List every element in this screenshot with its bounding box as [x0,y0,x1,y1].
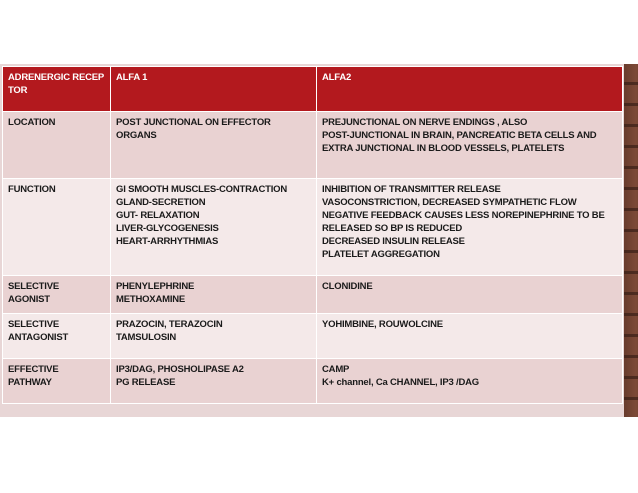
cell-alfa1: GI SMOOTH MUSCLES-CONTRACTION GLAND-SECRETION GUT- RELAXATION LIVER-GLYCOGENESIS HEART-ARRHYTHMIAS [111,179,317,276]
cell-alfa2: INHIBITION OF TRANSMITTER RELEASE VASOCONSTRICTION, DECREASED SYMPATHETIC FLOW NEGATIVE FEEDBACK CAUSES LESS NOREPINEPHRINE TO BE RELEASED SO BP IS REDUCED DECREASED INSULIN RELEASE PLATELET AGGREGATION [317,179,623,276]
row-label: SELECTIVE AGONIST [3,276,111,314]
cell-alfa1: IP3/DAG, PHOSHOLIPASE A2 PG RELEASE [111,359,317,404]
header-alfa2: ALFA2 [317,67,623,112]
row-selective-agonist [3,276,623,314]
row-effective-pathway [3,359,623,404]
adrenergic-receptor-table [2,66,623,404]
row-label: FUNCTION [3,179,111,276]
cell-alfa1: PHENYLEPHRINE METHOXAMINE [111,276,317,314]
header-receptor: ADRENERGIC RECEP TOR [3,67,111,112]
row-selective-antagonist [3,314,623,359]
header-alfa1: ALFA 1 [111,67,317,112]
cell-alfa2: CAMP K+ channel, Ca CHANNEL, IP3 /DAG [317,359,623,404]
row-label: LOCATION [3,112,111,179]
slide [0,64,638,417]
cell-alfa2: PREJUNCTIONAL ON NERVE ENDINGS , ALSO POST-JUNCTIONAL IN BRAIN, PANCREATIC BETA CELLS AND EXTRA JUNCTIONAL IN BLOOD VESSELS, PLATELETS [317,112,623,179]
row-label: EFFECTIVE PATHWAY [3,359,111,404]
row-function [3,179,623,276]
cell-alfa2: YOHIMBINE, ROUWOLCINE [317,314,623,359]
table-panel [0,64,624,417]
cell-alfa1: PRAZOCIN, TERAZOCIN TAMSULOSIN [111,314,317,359]
header-row [3,67,623,112]
row-location [3,112,623,179]
row-label: SELECTIVE ANTAGONIST [3,314,111,359]
cell-alfa1: POST JUNCTIONAL ON EFFECTOR ORGANS [111,112,317,179]
cell-alfa2: CLONIDINE [317,276,623,314]
